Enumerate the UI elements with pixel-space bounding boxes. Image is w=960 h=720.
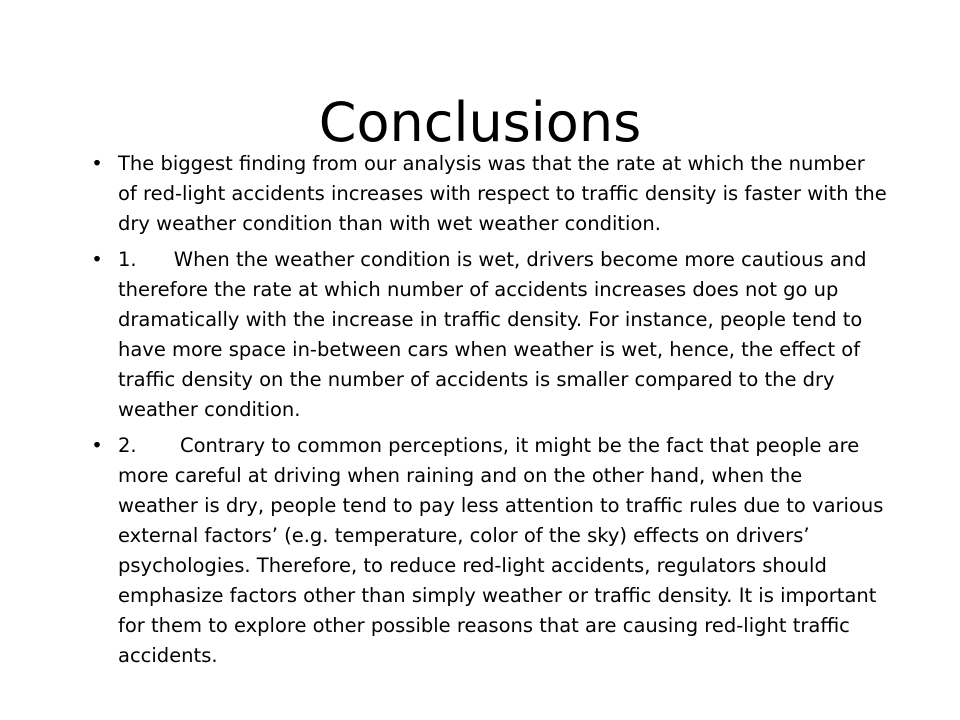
bullet-icon: • [91,434,103,457]
bullet-icon: • [91,152,103,175]
bullet-text: Contrary to common perceptions, it might be the fact that people are more careful at driving when raining and on the other hand, when the weather is dry, people tend to pay less attention to traffic rules due to various external factors’ (e.g. temperature, color of the sky) effects on drivers’ psychologies. Therefore, to reduce red-light accidents, regulators should emphasize factors other than simply weather or traffic density. It is important for them to explore other possible reasons that are causing red-light traffic accidents. [118,434,884,667]
bullet-icon: • [91,248,103,271]
bullet-item-finding [91,149,888,239]
bullet-text: The biggest finding from our analysis was that the rate at which the number of red-light accidents increases with respect to traffic density is faster with the dry weather condition than with wet weather condition. [118,152,887,235]
bullet-number: 2. [118,434,180,457]
bullet-number: 1. [118,248,174,271]
bullet-item-2 [91,431,888,671]
bullet-list [91,149,888,677]
bullet-text: When the weather condition is wet, drivers become more cautious and therefore the rate at which number of accidents increases does not go up dramatically with the increase in traffic density. For instance, people tend to have more space in-between cars when weather is wet, hence, the effect of traffic density on the number of accidents is smaller compared to the dry weather condition. [118,248,867,421]
slide-title: Conclusions [318,91,642,154]
bullet-item-1 [91,245,888,425]
